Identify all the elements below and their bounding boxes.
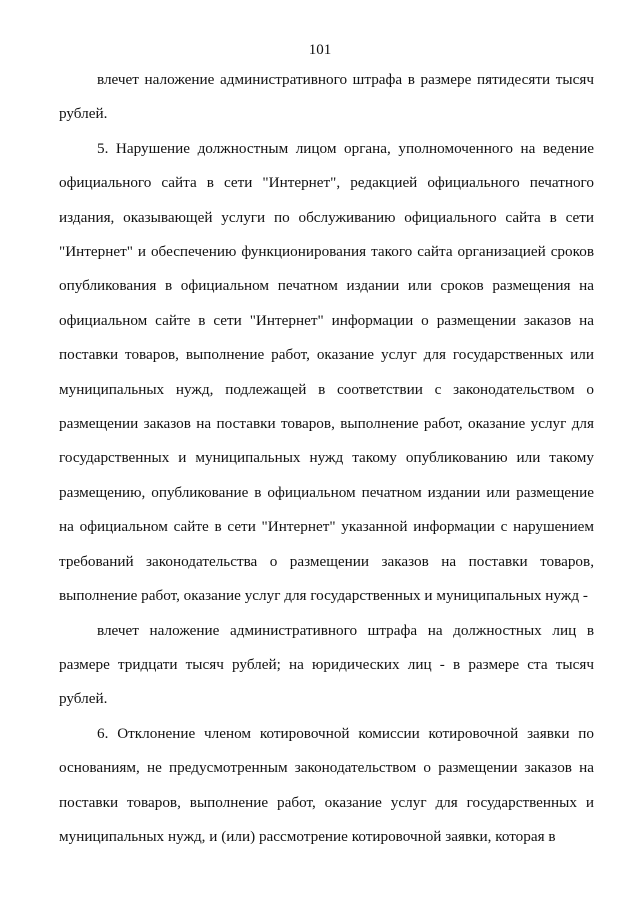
paragraph-fine-continuation: влечет наложение административного штрафа в размере пятидесяти тысяч рублей. bbox=[59, 71, 594, 123]
paragraph-item-6: 6. Отклонение членом котировочной комиссии котировочной заявки по основаниям, не предусмотренным законодательством о размещении заказов на поставки товаров, выполнение работ, оказание услуг для государственных и муниципальных нужд, и (или) рассмотрение котировочной заявки, которая в bbox=[59, 724, 594, 845]
document-body bbox=[59, 63, 594, 854]
paragraph-item-5-penalty: влечет наложение административного штрафа на должностных лиц в размере тридцати тысяч рублей; на юридических лиц - в размере ста тысяч рублей. bbox=[59, 621, 594, 708]
paragraph-item-5: 5. Нарушение должностным лицом органа, уполномоченного на ведение официального сайта в сети "Интернет", редакцией официального печатного издания, оказывающей услуги по обслуживанию официального сайта в сети "Интернет" и обеспечению функционирования такого сайта организацией сроков опубликования в официальном печатном издании или сроков размещения на официальном сайте в сети "Интернет" информации о размещении заказов на поставки товаров, выполнение работ, оказание услуг для государственных или муниципальных нужд, подлежащей в соответствии с законодательством о размещении заказов на поставки товаров, выполнение работ, оказание услуг для государственных и муниципальных нужд такому опубликованию или такому размещению, опубликование в официальном печатном издании или размещение на официальном сайте в сети "Интернет" указанной информации с нарушением требований законодательства о размещении заказов на поставки товаров, выполнение работ, оказание услуг для государственных и муниципальных нужд - bbox=[59, 139, 594, 605]
page-number: 101 bbox=[308, 42, 332, 58]
